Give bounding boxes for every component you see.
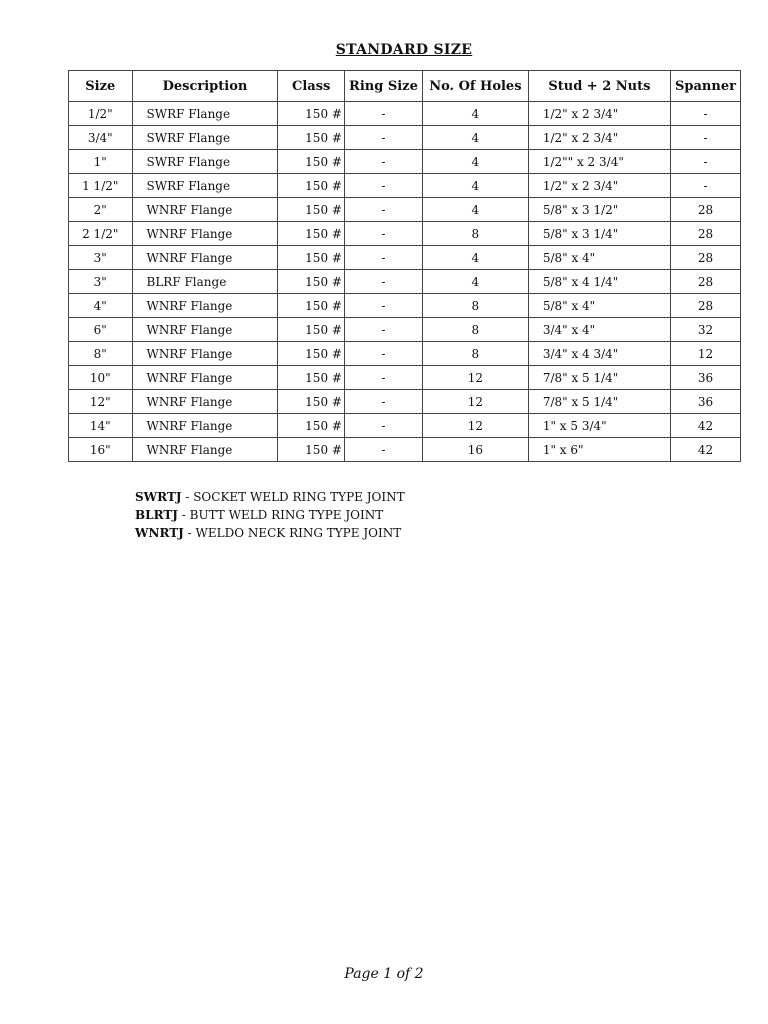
table-row — [69, 294, 741, 318]
cell-no-of-holes: 12 — [422, 390, 528, 414]
cell-size: 14" — [69, 414, 133, 438]
cell-ring-size: - — [344, 318, 422, 342]
cell-ring-size: - — [344, 270, 422, 294]
cell-size: 6" — [69, 318, 133, 342]
cell-class: 150 # — [278, 246, 345, 270]
header-stud-nuts: Stud + 2 Nuts — [528, 71, 670, 102]
cell-class: 150 # — [278, 366, 345, 390]
cell-no-of-holes: 8 — [422, 294, 528, 318]
table-row — [69, 246, 741, 270]
cell-ring-size: - — [344, 222, 422, 246]
cell-class: 150 # — [278, 390, 345, 414]
cell-ring-size: - — [344, 174, 422, 198]
cell-stud-nuts: 3/4" x 4" — [528, 318, 670, 342]
header-size: Size — [69, 71, 133, 102]
cell-description: WNRF Flange — [132, 366, 278, 390]
cell-ring-size: - — [344, 390, 422, 414]
cell-class: 150 # — [278, 270, 345, 294]
cell-no-of-holes: 12 — [422, 414, 528, 438]
cell-no-of-holes: 4 — [422, 174, 528, 198]
cell-class: 150 # — [278, 198, 345, 222]
cell-class: 150 # — [278, 342, 345, 366]
cell-stud-nuts: 1/2" x 2 3/4" — [528, 102, 670, 126]
legend-text: - SOCKET WELD RING TYPE JOINT — [181, 490, 405, 504]
cell-no-of-holes: 4 — [422, 246, 528, 270]
page-number: Page 1 of 2 — [344, 966, 424, 982]
header-ring-size: Ring Size — [344, 71, 422, 102]
table-row — [69, 270, 741, 294]
header-no-of-holes: No. Of Holes — [422, 71, 528, 102]
cell-ring-size: - — [344, 294, 422, 318]
cell-ring-size: - — [344, 198, 422, 222]
legend-abbr: WNRTJ — [135, 526, 184, 540]
table-row — [69, 222, 741, 246]
legend-abbr: BLRTJ — [135, 508, 178, 522]
cell-spanner: 28 — [671, 270, 741, 294]
cell-size: 2 1/2" — [69, 222, 133, 246]
cell-size: 12" — [69, 390, 133, 414]
cell-stud-nuts: 5/8" x 4 1/4" — [528, 270, 670, 294]
cell-no-of-holes: 8 — [422, 342, 528, 366]
cell-spanner: - — [671, 174, 741, 198]
header-spanner: Spanner — [671, 71, 741, 102]
cell-description: WNRF Flange — [132, 438, 278, 462]
cell-size: 3" — [69, 246, 133, 270]
table-row — [69, 150, 741, 174]
cell-description: SWRF Flange — [132, 174, 278, 198]
standard-size-table — [68, 70, 741, 462]
header-description: Description — [132, 71, 278, 102]
table-row — [69, 342, 741, 366]
cell-description: WNRF Flange — [132, 294, 278, 318]
cell-class: 150 # — [278, 102, 345, 126]
cell-stud-nuts: 3/4" x 4 3/4" — [528, 342, 670, 366]
cell-spanner: 28 — [671, 246, 741, 270]
cell-no-of-holes: 8 — [422, 222, 528, 246]
cell-no-of-holes: 4 — [422, 102, 528, 126]
cell-spanner: 28 — [671, 198, 741, 222]
table-row — [69, 198, 741, 222]
abbreviation-legend — [135, 488, 405, 542]
cell-class: 150 # — [278, 438, 345, 462]
cell-stud-nuts: 1" x 5 3/4" — [528, 414, 670, 438]
cell-ring-size: - — [344, 438, 422, 462]
cell-spanner: 32 — [671, 318, 741, 342]
cell-description: WNRF Flange — [132, 342, 278, 366]
legend-item — [135, 488, 405, 506]
cell-class: 150 # — [278, 414, 345, 438]
cell-no-of-holes: 4 — [422, 150, 528, 174]
cell-spanner: - — [671, 102, 741, 126]
cell-size: 10" — [69, 366, 133, 390]
cell-description: WNRF Flange — [132, 246, 278, 270]
cell-spanner: 36 — [671, 366, 741, 390]
cell-stud-nuts: 1/2" x 2 3/4" — [528, 174, 670, 198]
table-row — [69, 390, 741, 414]
cell-ring-size: - — [344, 126, 422, 150]
cell-description: BLRF Flange — [132, 270, 278, 294]
cell-stud-nuts: 1/2" x 2 3/4" — [528, 126, 670, 150]
cell-stud-nuts: 5/8" x 4" — [528, 246, 670, 270]
cell-ring-size: - — [344, 414, 422, 438]
cell-size: 1 1/2" — [69, 174, 133, 198]
cell-size: 4" — [69, 294, 133, 318]
cell-description: WNRF Flange — [132, 414, 278, 438]
cell-size: 1/2" — [69, 102, 133, 126]
cell-description: WNRF Flange — [132, 390, 278, 414]
cell-ring-size: - — [344, 150, 422, 174]
cell-spanner: 28 — [671, 222, 741, 246]
cell-no-of-holes: 4 — [422, 126, 528, 150]
legend-text: - WELDO NECK RING TYPE JOINT — [183, 526, 402, 540]
legend-item — [135, 524, 405, 542]
cell-stud-nuts: 7/8" x 5 1/4" — [528, 366, 670, 390]
cell-no-of-holes: 4 — [422, 198, 528, 222]
cell-class: 150 # — [278, 318, 345, 342]
cell-no-of-holes: 8 — [422, 318, 528, 342]
header-class: Class — [278, 71, 345, 102]
cell-stud-nuts: 5/8" x 3 1/4" — [528, 222, 670, 246]
cell-ring-size: - — [344, 102, 422, 126]
cell-spanner: 12 — [671, 342, 741, 366]
cell-stud-nuts: 1" x 6" — [528, 438, 670, 462]
legend-abbr: SWRTJ — [135, 490, 182, 504]
cell-stud-nuts: 1/2"" x 2 3/4" — [528, 150, 670, 174]
cell-size: 2" — [69, 198, 133, 222]
page-title: STANDARD SIZE — [335, 42, 473, 58]
table-row — [69, 438, 741, 462]
cell-stud-nuts: 5/8" x 4" — [528, 294, 670, 318]
cell-ring-size: - — [344, 342, 422, 366]
cell-size: 3/4" — [69, 126, 133, 150]
table-row — [69, 366, 741, 390]
cell-spanner: - — [671, 150, 741, 174]
table-row — [69, 126, 741, 150]
cell-spanner: 42 — [671, 414, 741, 438]
legend-text: - BUTT WELD RING TYPE JOINT — [177, 508, 384, 522]
table-header-row — [69, 71, 741, 102]
cell-stud-nuts: 7/8" x 5 1/4" — [528, 390, 670, 414]
cell-size: 8" — [69, 342, 133, 366]
legend-item — [135, 506, 405, 524]
table-row — [69, 318, 741, 342]
cell-spanner: 42 — [671, 438, 741, 462]
cell-stud-nuts: 5/8" x 3 1/2" — [528, 198, 670, 222]
cell-no-of-holes: 12 — [422, 366, 528, 390]
cell-ring-size: - — [344, 366, 422, 390]
table-row — [69, 414, 741, 438]
cell-class: 150 # — [278, 150, 345, 174]
cell-spanner: - — [671, 126, 741, 150]
cell-size: 16" — [69, 438, 133, 462]
cell-description: WNRF Flange — [132, 222, 278, 246]
cell-ring-size: - — [344, 246, 422, 270]
cell-no-of-holes: 16 — [422, 438, 528, 462]
cell-description: SWRF Flange — [132, 102, 278, 126]
cell-class: 150 # — [278, 126, 345, 150]
cell-spanner: 28 — [671, 294, 741, 318]
table-row — [69, 174, 741, 198]
table-row — [69, 102, 741, 126]
cell-description: SWRF Flange — [132, 150, 278, 174]
cell-description: WNRF Flange — [132, 318, 278, 342]
cell-class: 150 # — [278, 174, 345, 198]
cell-size: 3" — [69, 270, 133, 294]
cell-spanner: 36 — [671, 390, 741, 414]
cell-size: 1" — [69, 150, 133, 174]
cell-class: 150 # — [278, 294, 345, 318]
cell-description: SWRF Flange — [132, 126, 278, 150]
cell-no-of-holes: 4 — [422, 270, 528, 294]
cell-description: WNRF Flange — [132, 198, 278, 222]
cell-class: 150 # — [278, 222, 345, 246]
